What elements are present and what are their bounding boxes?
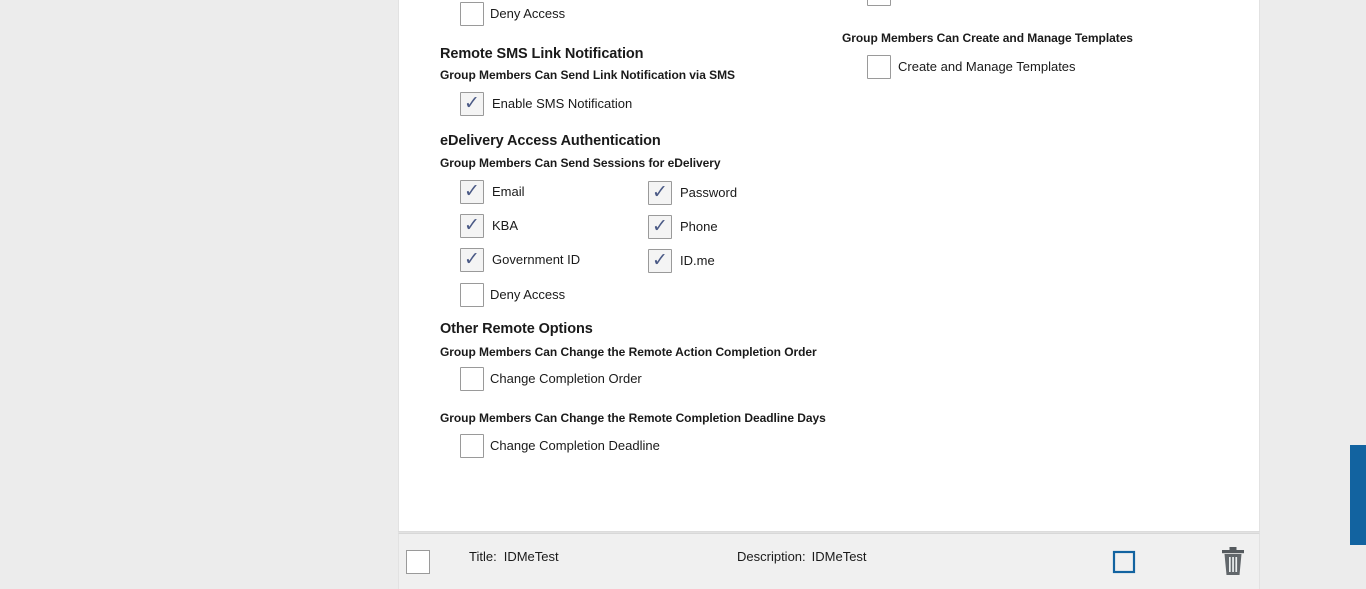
- checkbox-label: Change Completion Order: [490, 371, 642, 386]
- check-tick-icon: ✓: [652, 249, 668, 271]
- vertical-scrollbar-thumb[interactable]: [1350, 445, 1366, 545]
- checkbox-email-2[interactable]: [460, 180, 484, 204]
- other-remote-options-section: [440, 321, 840, 401]
- template-list-row: [398, 533, 1260, 589]
- checkbox-row: [440, 92, 840, 126]
- checkbox-row: [440, 248, 840, 282]
- checkbox-idme-2[interactable]: [648, 249, 672, 273]
- check-tick-icon: ✓: [464, 180, 480, 202]
- checkbox-enable-sms-notification[interactable]: [460, 92, 484, 116]
- row-title: [469, 549, 559, 564]
- checkbox-row: [440, 214, 840, 248]
- checkbox-label: KBA: [492, 218, 519, 233]
- checkbox-change-completion-order[interactable]: [460, 367, 484, 391]
- section-title-edelivery: eDelivery Access Authentication: [440, 133, 661, 149]
- checkbox-row: [440, 0, 840, 34]
- row-title-label: Title:: [469, 549, 497, 564]
- templates-heading: [842, 31, 1242, 45]
- checkbox-change-completion-deadline[interactable]: [460, 434, 484, 458]
- checkbox-create-manage-templates[interactable]: [867, 55, 891, 79]
- left-settings-column: [440, 0, 840, 453]
- section-subtitle-completion-order: Group Members Can Change the Remote Action Completion Order: [440, 345, 817, 359]
- remote-sms-section: [440, 46, 840, 126]
- remote-access-auth-group: [440, 0, 840, 42]
- checkbox-label: Email: [492, 184, 525, 199]
- checkbox-phone-2[interactable]: [648, 215, 672, 239]
- checkbox-create-edit-user-permissions[interactable]: [867, 0, 891, 6]
- checkbox-row: [440, 367, 840, 401]
- checkbox-label: [898, 0, 1069, 6]
- section-title-other-remote: Other Remote Options: [440, 321, 593, 337]
- row-select-checkbox[interactable]: [406, 550, 430, 574]
- section-subtitle-edelivery: Group Members Can Send Sessions for eDelivery: [440, 156, 721, 170]
- checkbox-row: [845, 55, 1245, 89]
- completion-deadline-section: [440, 411, 840, 468]
- checkbox-row: [440, 434, 840, 468]
- checkbox-label: ID.me: [680, 253, 715, 268]
- checkbox-government-id-2[interactable]: [460, 248, 484, 272]
- check-tick-icon: ✓: [464, 214, 480, 236]
- row-description-label: Description:: [737, 549, 806, 564]
- checkbox-label: Enable SMS Notification: [492, 96, 633, 111]
- check-tick-icon: ✓: [652, 181, 668, 203]
- check-tick-icon: ✓: [464, 248, 480, 270]
- checkbox-label: Password: [680, 185, 738, 200]
- check-tick-icon: ✓: [652, 215, 668, 237]
- checkbox-deny-access-2[interactable]: [460, 283, 484, 307]
- trash-icon[interactable]: [1219, 546, 1247, 578]
- checkbox-deny-access-1[interactable]: [460, 2, 484, 26]
- checkbox-row: [440, 282, 840, 316]
- section-subtitle-completion-deadline: Group Members Can Change the Remote Completion Deadline Days: [440, 411, 826, 425]
- section-subtitle-remote-sms: Group Members Can Send Link Notification via SMS: [440, 68, 735, 82]
- checkbox-kba-2[interactable]: [460, 214, 484, 238]
- checkbox-row: [440, 180, 840, 214]
- checkbox-label: Phone: [680, 219, 718, 234]
- section-title-remote-sms: Remote SMS Link Notification: [440, 46, 644, 62]
- edelivery-auth-section: [440, 133, 840, 316]
- copy-icon[interactable]: [1110, 548, 1138, 576]
- checkbox-row: [845, 0, 1245, 16]
- settings-panel: [398, 0, 1260, 533]
- checkbox-label: Deny Access: [490, 6, 566, 21]
- checkbox-label: Deny Access: [490, 287, 566, 302]
- checkbox-label: Create and Manage Templates: [898, 59, 1076, 74]
- row-description: [737, 549, 867, 564]
- checkbox-password-2[interactable]: [648, 181, 672, 205]
- check-tick-icon: ✓: [464, 92, 480, 114]
- panel-divider: [398, 531, 1260, 532]
- section-subtitle-templates: Group Members Can Create and Manage Templates: [842, 31, 1133, 45]
- checkbox-label: Government ID: [492, 252, 581, 267]
- checkbox-label: Change Completion Deadline: [490, 438, 660, 453]
- row-description-value: IDMeTest: [811, 549, 867, 564]
- row-title-value: IDMeTest: [503, 549, 559, 564]
